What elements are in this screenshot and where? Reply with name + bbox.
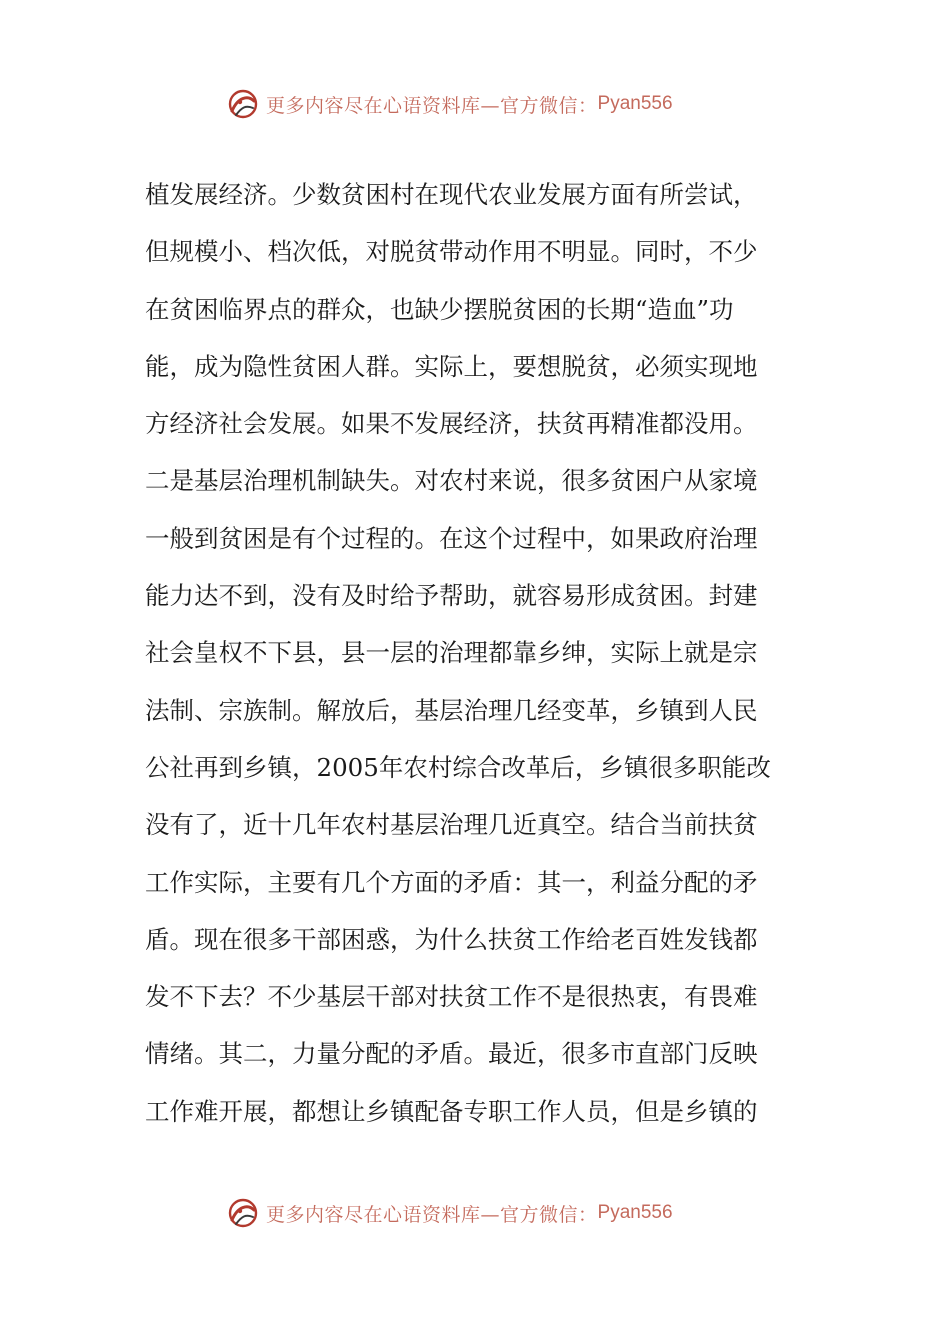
header-banner [226, 84, 673, 124]
text-line: 工作实际，主要有几个方面的矛盾：其一，利益分配的矛 [145, 867, 758, 897]
text-line: 盾。现在很多干部困惑，为什么扶贫工作给老百姓发钱都 [145, 924, 758, 954]
swirl-logo-icon [226, 87, 260, 121]
document-body [145, 166, 805, 1140]
text-line: 植发展经济。少数贫困村在现代农业发展方面有所尝试， [145, 180, 758, 209]
text-line: 工作难开展，都想让乡镇配备专职工作人员，但是乡镇的 [145, 1096, 758, 1126]
text-line: 能，成为隐性贫困人群。实际上，要想脱贫，必须实现地 [145, 351, 758, 381]
swirl-logo-icon [226, 1196, 260, 1230]
footer-banner [226, 1193, 673, 1233]
text-line: 但规模小、档次低，对脱贫带动作用不明显。同时，不少 [145, 237, 758, 267]
text-line: 能力达不到，没有及时给予帮助，就容易形成贫困。封建 [145, 581, 758, 611]
header-wechat-id: Pyan556 [597, 93, 673, 114]
footer-banner-text: 更多内容尽在心语资料库—官方微信： [266, 1203, 598, 1226]
text-line: 二是基层治理机制缺失。对农村来说，很多贫困户从家境 [145, 466, 758, 496]
text-line: 在贫困临界点的群众，也缺少摆脱贫困的长期“造血”功 [145, 294, 734, 324]
header-banner-text: 更多内容尽在心语资料库—官方微信： [266, 94, 598, 117]
text-line: 社会皇权不下县，县一层的治理都靠乡绅，实际上就是宗 [145, 638, 758, 668]
text-line: 公社再到乡镇，2005年农村综合改革后，乡镇很多职能改 [145, 752, 771, 782]
text-line: 发不下去？不少基层干部对扶贫工作不是很热衷，有畏难 [145, 982, 758, 1012]
text-line: 没有了，近十几年农村基层治理几近真空。结合当前扶贫 [145, 810, 758, 840]
text-line: 法制、宗族制。解放后，基层治理几经变革，乡镇到人民 [145, 695, 758, 725]
text-line: 方经济社会发展。如果不发展经济，扶贫再精准都没用。 [145, 409, 758, 439]
text-line: 情绪。其二，力量分配的矛盾。最近，很多市直部门反映 [145, 1039, 758, 1069]
text-line: 一般到贫困是有个过程的。在这个过程中，如果政府治理 [145, 523, 758, 553]
footer-wechat-id: Pyan556 [597, 1202, 673, 1223]
